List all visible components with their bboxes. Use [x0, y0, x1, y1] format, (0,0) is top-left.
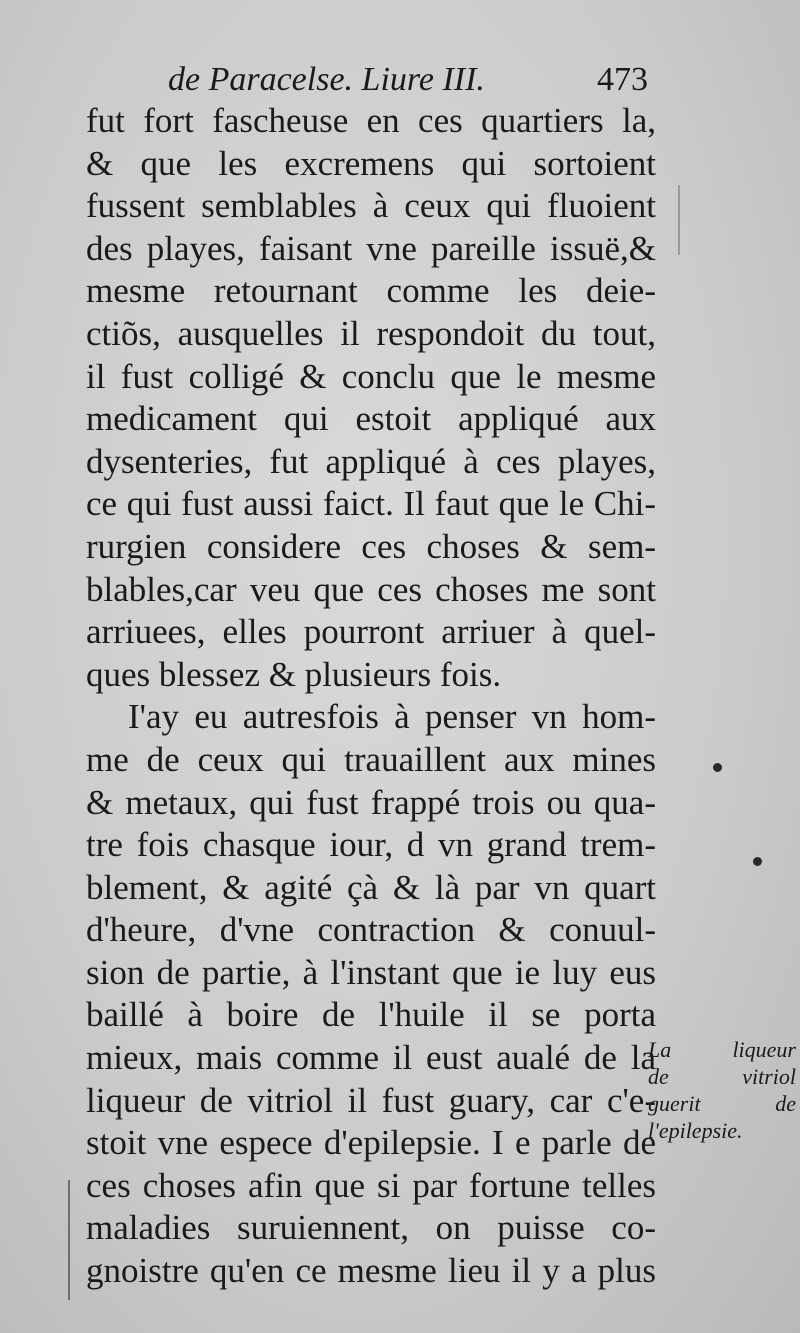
text-line: des playes, faisant vne pareille issuë,& [86, 228, 656, 268]
text-line: & metaux, qui fust frappé trois ou qua- [86, 782, 656, 822]
text-line: blables,car veu que ces choses me sont [86, 569, 656, 609]
text-line: blement, & agité çà & là par vn quart [86, 867, 656, 907]
text-line: d'heure, d'vne contraction & conuul- [86, 910, 656, 950]
text-line: ques blessez & plusieurs fois. [86, 654, 502, 694]
text-line: mesme retournant comme les deie- [86, 271, 656, 311]
text-line: ce qui fust aussi faict. Il faut que le Chi- [86, 484, 656, 524]
body-text [86, 100, 656, 1293]
text-line: medicament qui estoit appliqué aux [86, 399, 656, 439]
text-line: fut fort fascheuse en ces quartiers la, [86, 101, 656, 140]
margin-note-line: de vitriol [648, 1064, 796, 1089]
text-line: sion de partie, à l'instant que ie luy eus [86, 952, 656, 992]
text-line: ctiõs, ausquelles il respondoit du tout, [86, 313, 656, 353]
text-line: rurgien considere ces choses & sem- [86, 526, 656, 566]
page-number: 473 [597, 61, 648, 98]
text-line: liqueur de vitriol il fust guary, car c'e- [86, 1080, 656, 1120]
paragraph-start-line: I'ay eu autresfois à penser vn hom- [128, 697, 656, 737]
text-line: baillé à boire de l'huile il se porta [86, 995, 656, 1035]
page-header [168, 58, 648, 102]
text-line: me de ceux qui trauaillent aux mines [86, 739, 656, 779]
text-line: fussent semblables à ceux qui fluoient [86, 186, 656, 226]
text-line: gnoistre qu'en ce mesme lieu il y a plus [86, 1251, 656, 1291]
text-line: maladies suruiennent, on puisse co- [86, 1208, 656, 1248]
margin-note-line: La liqueur [648, 1037, 796, 1062]
margin-note-line: guerit de [648, 1091, 796, 1116]
text-line: dysenteries, fut appliqué à ces playes, [86, 441, 656, 481]
text-line: stoit vne espece d'epilepsie. I e parle de [86, 1123, 656, 1163]
paper-scratch [68, 1180, 70, 1300]
margin-note [648, 1036, 796, 1144]
text-line: ces choses afin que si par fortune telles [86, 1165, 656, 1205]
text-line: arriuees, elles pourront arriuer à quel- [86, 612, 656, 652]
text-line: il fust colligé & conclu que le mesme [86, 356, 656, 396]
ink-speck [753, 857, 762, 866]
text-line: mieux, mais comme il eust aualé de la [86, 1038, 656, 1078]
margin-note-line: l'epilepsie. [648, 1118, 743, 1143]
text-line: & que les excremens qui sortoient [86, 143, 656, 183]
ink-speck [713, 763, 722, 772]
text-line: tre fois chasque iour, d vn grand trem- [86, 825, 656, 865]
running-title: de Paracelse. Liure III. [168, 61, 485, 98]
paper-scratch [678, 185, 680, 255]
